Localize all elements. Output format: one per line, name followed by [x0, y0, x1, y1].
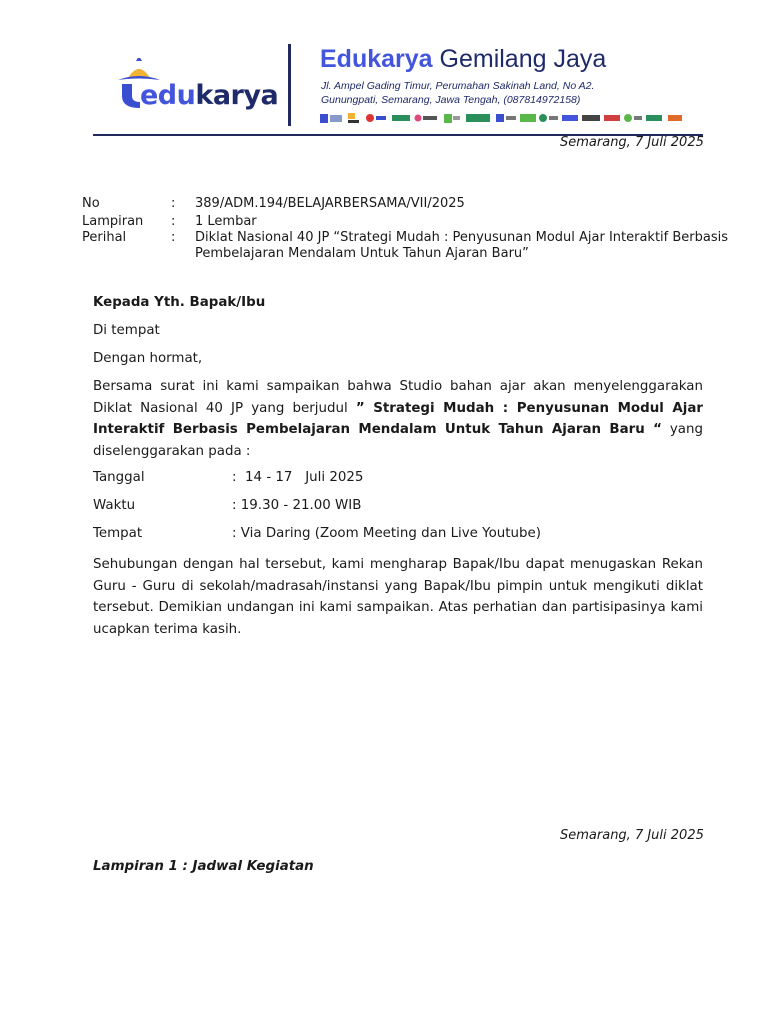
perihal-colon: : — [171, 230, 176, 245]
waktu-label: Waktu — [93, 498, 136, 513]
intro-text-part1: Bersama surat ini kami sampaikan bahwa Studio bahan ajar akan menyelenggarakan Diklat Nasional 40 JP yang berjudul — [93, 379, 703, 416]
lampiran-value: 1 Lembar — [195, 214, 257, 229]
no-label: No — [82, 196, 100, 211]
perihal-value-line1: Diklat Nasional 40 JP “Strategi Mudah : Penyusunan Modul Ajar Interaktif Berbasis — [195, 230, 729, 245]
company-address-line2: Gunungpati, Semarang, Jawa Tengah, (087814972158) — [321, 94, 581, 106]
intro-text-part2: yang diselenggarakan pada : — [93, 422, 704, 459]
lampiran-colon: : — [171, 214, 176, 229]
waktu-value: : 19.30 - 21.00 WIB — [232, 498, 362, 513]
logo-wordmark — [140, 78, 278, 114]
attachment-title: Lampiran 1 : Jadwal Kegiatan — [93, 859, 314, 874]
no-colon: : — [171, 196, 176, 211]
lampiran-label: Lampiran — [82, 214, 144, 229]
tanggal-label: Tanggal — [93, 470, 145, 485]
perihal-value-line2: Pembelajaran Mendalam Untuk Tahun Ajaran Baru” — [195, 246, 529, 261]
intro-paragraph — [93, 376, 703, 462]
tempat-label: Tempat — [93, 526, 143, 541]
company-address-line1: Jl. Ampel Gading Timur, Perumahan Sakinah Land, No A2. — [321, 80, 595, 92]
no-value: 389/ADM.194/BELAJARBERSAMA/VII/2025 — [195, 196, 465, 211]
greeting: Dengan hormat, — [93, 351, 203, 366]
closing-paragraph: Sehubungan dengan hal tersebut, kami mengharap Bapak/Ibu dapat menugaskan Rekan Guru - Guru di sekolah/madrasah/instansi yang Bapak/Ibu pimpin untuk mengikuti diklat tersebut. Demikian undangan ini kami sampaikan. Atas perhatian dan partisipasinya kami ucapkan terima kasih. — [93, 557, 703, 637]
partner-logos-strip — [320, 111, 684, 126]
company-name-part1: Edukarya — [320, 45, 433, 73]
letterhead-divider — [288, 44, 291, 126]
tanggal-value: : 14 - 17 Juli 2025 — [232, 470, 364, 485]
recipient: Kepada Yth. Bapak/Ibu — [93, 295, 266, 310]
recipient-place: Di tempat — [93, 323, 160, 338]
letter-date-top: Semarang, 7 Juli 2025 — [560, 135, 704, 150]
event-title: ” Strategi Mudah : Penyusunan Modul Ajar Interaktif Berbasis Pembelajaran Mendalam Untuk Tahun Ajaran Baru “ — [93, 400, 703, 437]
company-name-part2: Gemilang Jaya — [439, 45, 607, 73]
company-name — [320, 42, 606, 76]
logo-wordmark-part2: karya — [195, 80, 279, 111]
tempat-value: : Via Daring (Zoom Meeting dan Live Youtube) — [232, 526, 541, 541]
perihal-label: Perihal — [82, 230, 127, 245]
logo-wordmark-part1: edu — [140, 80, 196, 111]
letter-date-bottom: Semarang, 7 Juli 2025 — [560, 828, 704, 843]
